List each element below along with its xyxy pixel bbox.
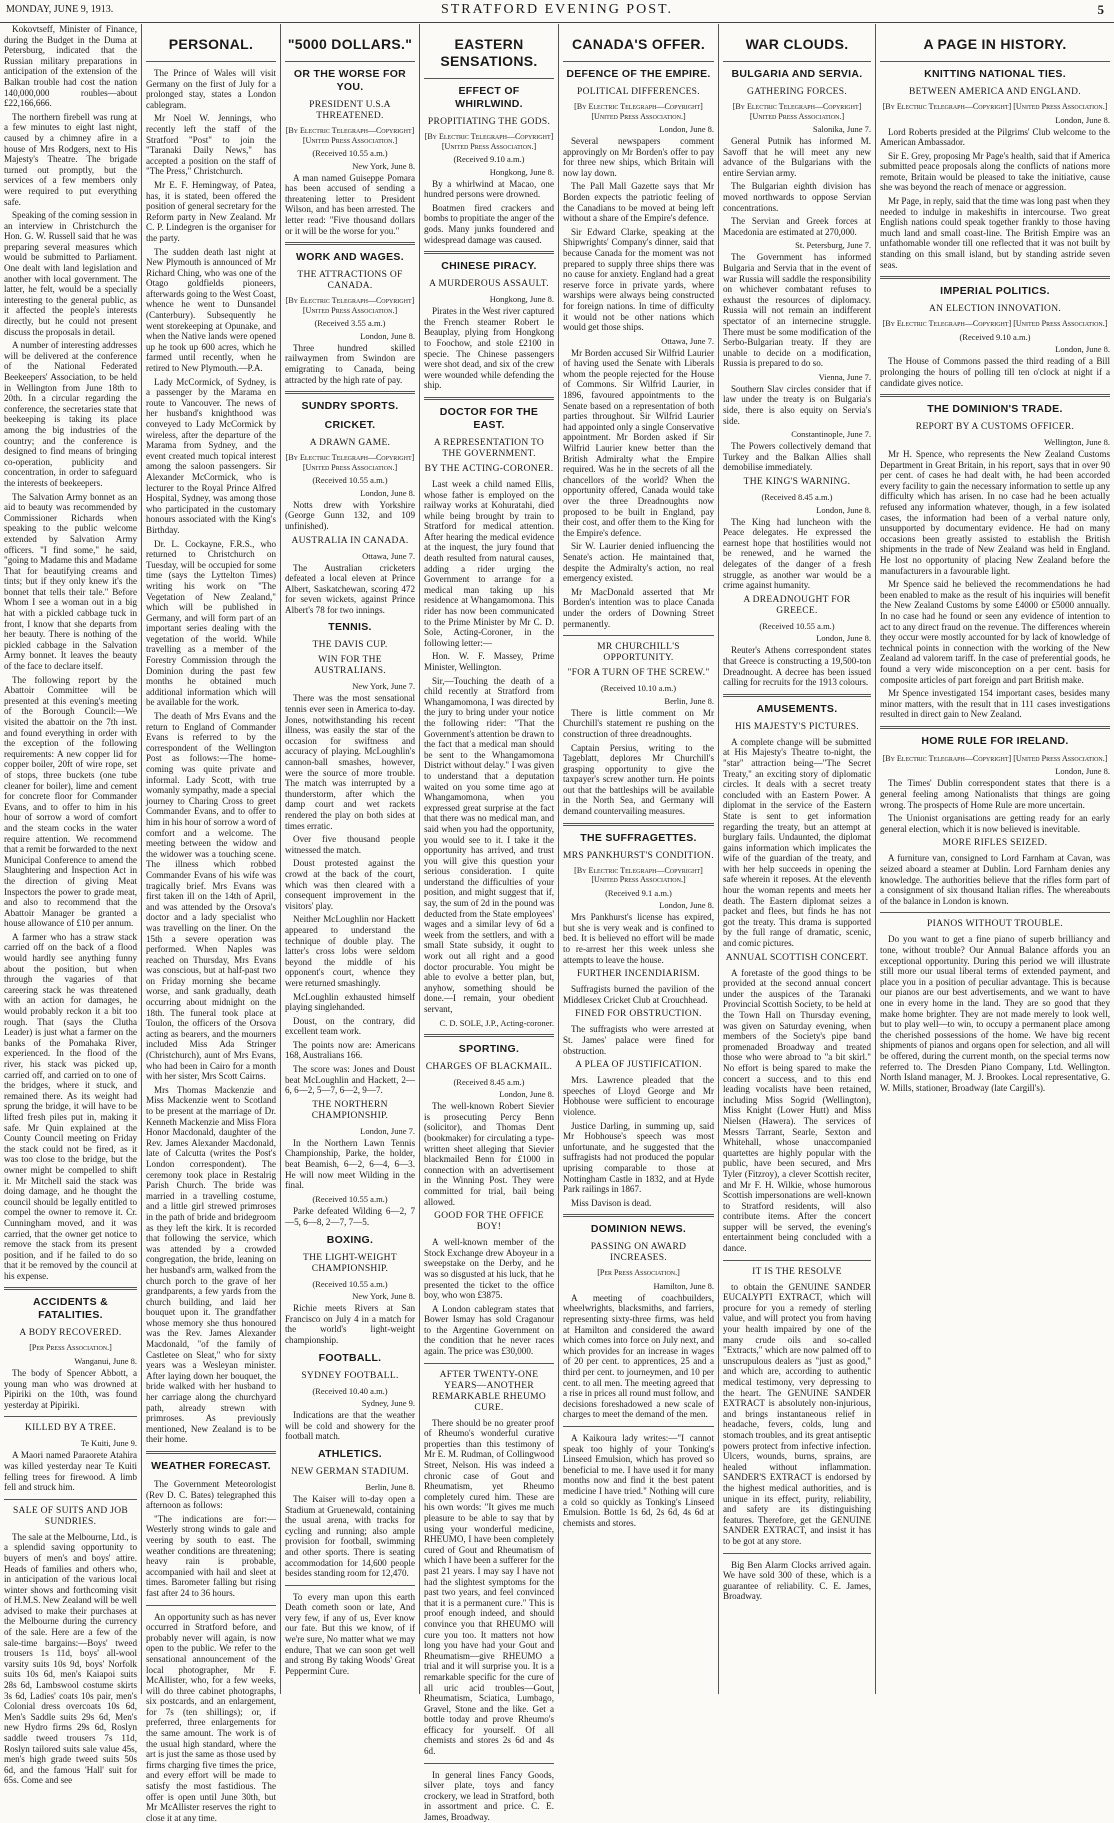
- article-paragraph: Over five thousand people witnessed the match.: [285, 834, 415, 855]
- dateline: London, June 7.: [360, 1125, 415, 1136]
- dateline: London, June 8.: [816, 633, 871, 644]
- dateline-source: [By Electric Telegraph—Copyright] [United Press Association.]: [882, 319, 1108, 329]
- article-subheadline: A REPRESENTATION TO THE GOVERNMENT.: [433, 437, 545, 459]
- divider: [424, 251, 554, 254]
- article-subheadline: MR CHURCHILL'S OPPORTUNITY.: [597, 642, 680, 664]
- column-7: [876, 24, 1114, 1694]
- article-subheadline: A DRAWN GAME.: [309, 438, 391, 449]
- advertisement-text: to obtain the GENUINE SANDER EUCALYPTI EXTRACT, which will procure for you a remedy of sterling value, and will protect you from having your health impaired by one of the many crude oils and so-called "Extracts," which are now palmed off to unscrupulous dealers as "just as good," and which are, according to authentic medical testimony, very depressing to the heart. The GENUINE SANDER EXTRACT is absolutely non-injurious, and brings instantaneous relief in headache, fevers, colds, lung and stomach troubles, and its great antiseptic powers protect from infective infection. Ulcers, wounds, burns, sprains, are healed without inflammation. SANDER'S EXTRACT is endorsed by the highest medical authorities, and is unique in its effect, purity, reliability, and safety are its distinguishing features. Therefore, get the GENUINE SANDER EXTRACT, and insist it has to be got at any store.: [723, 1281, 871, 1546]
- article-paragraph: Hon. W. F. Massey, Prime Minister, Wellington.: [424, 651, 554, 672]
- sport-heading: ATHLETICS.: [317, 1447, 383, 1460]
- divider: [285, 1585, 415, 1586]
- advertisement-text: Do you want to get a fine piano of superb brilliancy and tone, without trouble? Our Annual Balance affords you an exceptional opportunity. During this period we will illustrate still more our usual liberal terms of extended payment, and place you in a position of peculiar advantage. This is because our pianos are our best advertisements, and we want to have one in every home in the land. They are so good that they make home brighter. They are not made merely to look well, but to play well—to win, to occupy a permanent place among the cherished possessions of the home. We have big recent shipments of pianos and organs open for selection, and all will be offered, during the current month, on the special terms now referred to. The Dresden Piano Company, Ltd. Wellington. North Island manager, M. J. Brookes. Local representative, G. W. Mills, stationer, Broadway (late Cargill's).: [880, 934, 1110, 1093]
- article-subheadline: CHARGES OF BLACKMAIL.: [425, 1061, 553, 1072]
- column-5: [559, 24, 719, 1694]
- divider: [563, 61, 714, 62]
- received-time: (Received 10.55 a.m.): [312, 1278, 388, 1289]
- dateline: Vienna, June 7.: [818, 371, 871, 382]
- article-paragraph: Mr Page, in reply, said that the time was long past when they needed to indulge in makeshifts in intercourse. Two great English nations could speak together frankly to those having much land and small coast-line. The British Empire was an unfathomable wonder till one reflected that it was not built by standing on this small island, but by standing astride seven seas.: [880, 196, 1110, 270]
- dateline: London, June 8.: [499, 1089, 554, 1100]
- dateline: St. Petersburg, June 7.: [795, 240, 871, 251]
- received-time: (Received 10.55 a.m.): [312, 1193, 388, 1204]
- article-subheadline: SYDNEY FOOTBALL.: [301, 1370, 399, 1381]
- article-paragraph: An opportunity such as has never occurred in Stratford before, and probably never will again, is now open to the public. We refer to the sensational announcement of the local photographer, Mr F. McAllister, who, for a few weeks, will do three cabinet photographs, six postcards, and an enlargement, for 7s (ten shillings); or, if preferred, three enlargements for the same amount. The work is of the usual high standard, where the art is just the same as those used by firms charging five times the price, and every effort will be made to satisfy the most fastidious. The offer is open until June 30th, but Mr McAllister reserves the right to close it at any time.: [146, 1611, 276, 1823]
- masthead: [0, 0, 1114, 23]
- dateline: London, June 8.: [1055, 114, 1110, 125]
- article-paragraph: Parke defeated Wilding 6—2, 7—5, 6—8, 2—7, 7—5.: [285, 1206, 415, 1227]
- sport-heading: FOOTBALL.: [318, 1351, 382, 1364]
- article-paragraph: The Bulgarian eighth division has moved northwards to oppose Servian concentrations.: [723, 181, 871, 213]
- article-paragraph: A well-known member of the Stock Exchange drew Aboyeur in a sweepstake on the Derby, and he was so disgusted at his luck, that he presented the ticket to the office boy, who won £3875.: [424, 1237, 554, 1301]
- article-subheadline: A PLEA OF JUSTIFICATION.: [575, 1060, 702, 1071]
- advertisement-headline: IT IS THE RESOLVE: [752, 1266, 842, 1277]
- dateline: Berlin, June 8.: [365, 1481, 415, 1492]
- article-paragraph: A farmer who has a straw stack carried off on the back of a flood would hardly see anything funny about the position, but when through the vagaries of that careering stack he was threatened with an action for damages, he would probably reckon it a bit too rough. That (says the Clutha Leader) is just what a farmer on the banks of the Pomahaka River, experienced. In the flood of the river, his stack was picked up, carried off, and carried on to one of the bridges, where it stuck, and remained there. As its weight had sprung the bridge, it will have to be lifted fresh piles put in, making it safe. Mr Quin explained at the County Council meeting on Friday the stack could not be fired, as it was too close to the bridge, but the owner might be compelled to shift it. Mr Mitchell said the stack was doing damage, and he thought the council should be legally entitled to compel the owner to remove it. Cr. Cunningham moved, and it was carried, that the owner get notice to remove the stack from its present position, and if he failed to do so that it be removed by the council at his expense.: [4, 931, 137, 1281]
- dateline: New York, June 7.: [352, 681, 415, 692]
- dateline: Te Kuiti, June 9.: [80, 1438, 137, 1449]
- article-paragraph: The Pall Mall Gazette says that Mr Borden expects the patriotic feeling of the Canadians to be moved at being left without a share of the Empire's defence.: [563, 181, 714, 224]
- dateline-source: [By Electric Telegraph—Copyright] [United Press Association.]: [732, 102, 862, 121]
- article-paragraph: The body of Spencer Abbott, a young man who was drowned at Pipiriki on the 10th, was found yesterday at Pipiriki.: [4, 1367, 137, 1410]
- article-paragraph: A man named Guiseppe Pomara has been accused of sending a threatening letter to President Wilson, and has been arrested. The letter read: "Five thousand dollars or it will be the worse for you.": [285, 172, 415, 236]
- divider: [146, 1451, 276, 1454]
- article-paragraph: Pirates in the West river captured the French steamer Robert le Beauplay, plying from Hongkong to Foochow, and stole £2100 in specie. The Chinese passengers were shot dead, and six of the crew were wounded while defending the ship.: [424, 306, 554, 391]
- dateline: London, June 8.: [360, 487, 415, 498]
- article-paragraph: Mrs Thomas Mackenzie and Miss Mackenzie went to Scotland to be present at the marriage of Dr. Kenneth Mackenzie and Miss Flora Honor Macdonald, daughter of the Rev. James Alexander Macdonald, late of Calcutta (writes the Post's London correspondent). The ceremony took place in Restalrig Parish Church. The bride was married in a travelling costume, and a little girl strewed primroses in the path of bride and bridegroom as they left the kirk. It is recorded that following the service, which was attended by a crowded congregation, the bride, leaning on her husband's arm, walked from the church porch to the grave of her grandparents, a few yards from the church building, and laid her bouquet upon it. The grandfather whose memory she thus honoured was the Rev. James Alexander Macdonald, "of the family of Castletee on Sleat," who for sixty years was a Wesleyan minister. After laying down her bouquet, the bride walked with her husband to her carriage along the churchyard path, already strewn with primroses. As previously mentioned, New Zealand is to be their home.: [146, 1084, 276, 1445]
- section-heading: DOCTOR FOR THE EAST.: [439, 405, 539, 431]
- article-paragraph: A complete change will be submitted at His Majesty's Theatre to-night, the "star" attraction being—"The Secret Treaty," an exciting story of diplomatic circles. It deals with a secret treaty concluded with an Eastern Power. A diplomat in the service of the Eastern State is sent to get information regarding the treaty, but an attempt at burglary fails. Undaunted, the diplomat gains information which implicates the wife of the guardian of the treaty, and with her help succeeds in opening the safe wherein it reposes. At the eleventh hour the woman repents and meets her death. The Eastern diplomat seizes a packet and flees, but finds he has not got the treaty. This drama is supported by the full range of dramatic, scenic, and comic pictures.: [723, 736, 871, 949]
- article-paragraph: "The indications are for:—Westerly strong winds to gale and veering by south to east. The weather conditions are threatening; heavy rain is probable, accompanied with hail and sleet at times. Barometer falling but rising fast after 24 to 36 hours.: [146, 1513, 276, 1598]
- received-time: (Received 9.10 a.m.): [959, 331, 1031, 342]
- dateline: Salonika, June 7.: [812, 124, 871, 134]
- dateline: Constantinople, June 7.: [791, 429, 871, 440]
- dateline-source: [By Electric Telegraph—Copyright] [United Press Association.]: [882, 753, 1108, 763]
- article-subheadline: PASSING ON AWARD INCREASES.: [590, 1242, 687, 1264]
- divider: [563, 635, 714, 636]
- signature: C. D. SOLE, J.P., Acting-coroner.: [439, 1017, 554, 1028]
- dateline: Ottawa, June 7.: [661, 335, 714, 346]
- masthead-title: STRATFORD EVENING POST.: [440, 2, 674, 17]
- section-heading: PERSONAL.: [168, 36, 254, 52]
- divider: [4, 1287, 137, 1290]
- article-paragraph: The points now are: Americans 168, Australians 166.: [285, 1039, 415, 1061]
- column-2: [142, 24, 281, 1823]
- article-paragraph: The House of Commons passed the third reading of a Bill prolonging the hours of polling till ten o'clock at night if a candidate gives notice.: [880, 356, 1110, 388]
- article-paragraph: The sudden death last night at New Plymouth is announced of Mr Richard Ching, who was one of the Otago goldfields pioneers, afterwards going to the West Coast, whence he went to Dunsandel (Canterbury). Subsequently he went storekeeping at Opunake, and when the Native lands were opened up he took up 600 acres, which he farmed until recently, when he retired to New Plymouth.—P.A.: [146, 246, 276, 374]
- advertisement-headline: PIANOS WITHOUT TROUBLE.: [927, 919, 1063, 930]
- article-headline: OR THE WORSE FOR YOU.: [293, 68, 407, 93]
- section-heading: WEATHER FORECAST.: [151, 1460, 271, 1472]
- masthead-date: MONDAY, JUNE 9, 1913.: [6, 4, 114, 15]
- article-subheadline: BY THE ACTING-CORONER.: [424, 463, 554, 474]
- sport-heading: CRICKET.: [324, 419, 376, 432]
- dateline: Hongkong, June 8.: [489, 294, 554, 305]
- article-paragraph: The Powers collectively demand that Turkey and the Balkan Allies shall demobilise immediately.: [723, 441, 871, 473]
- article-paragraph: A meeting of coachbuilders, wheelwrights, blacksmiths, and farriers, representing sixty-three firms, was held at Hamilton and considered the award which comes into force on July next, and which provides for an increase in wages of 20 per cent. to apprentices, 25 and a third per cent. to journeymen, and 10 per cent. to all men. The meeting agreed that a rise in prices all round must follow, and decisions foreshadowed a new scale of charges to meet the demand of the men.: [563, 1292, 714, 1420]
- article-subheadline: NEW GERMAN STADIUM.: [291, 1466, 409, 1477]
- dateline-source: [By Electric Telegraph—Copyright] [United Press Association.]: [285, 453, 415, 472]
- article-paragraph: By a whirlwind at Macao, one hundred persons were drowned.: [424, 178, 554, 200]
- article-subheadline: REPORT BY A CUSTOMS OFFICER.: [915, 422, 1075, 433]
- article-paragraph: Justice Darling, in summing up, said Mr Hobhouse's speech was most unfortunate, and he suggested that the suffragists had not produced the popular uprising comparable to those at Nottingham Castle in 1832, and at Hyde Park railings in 1867.: [563, 1120, 714, 1195]
- article-subheadline: A MURDEROUS ASSAULT.: [429, 279, 549, 290]
- article-paragraph: Suffragists burned the pavilion of the Middlesex Cricket Club at Crouchhead.: [563, 984, 714, 1005]
- columns: [0, 24, 1114, 1823]
- article-subheadline: THE ATTRACTIONS OF CANADA.: [297, 270, 403, 292]
- received-time: (Received 9.1 a.m.): [605, 887, 672, 898]
- article-paragraph: Notts drew with Yorkshire (George Gunn 132, and 109 unfinished).: [285, 499, 415, 531]
- received-time: (Received 3.55 a.m.): [314, 318, 386, 329]
- dateline-source: [Per Press Association.]: [597, 1268, 680, 1278]
- article-subheadline: THE KING'S WARNING.: [743, 477, 851, 488]
- divider: [146, 1605, 276, 1606]
- divider: [285, 242, 415, 245]
- dateline-source: [By Electric Telegraph—Copyright] [United Press Association.]: [285, 126, 415, 145]
- section-heading: EASTERN SENSATIONS.: [440, 36, 538, 69]
- divider: [880, 394, 1110, 397]
- article-paragraph: The Government has informed Bulgaria and Servia that in the event of war Russia will saddle the responsibility on whichever combatant refuses to exhaust the resources of diplomacy. Russia will not remain an indifferent spectator of an internecine struggle. There must be some modification of the Serbo-Bulgarian treaty. If they are unable to decide on a modification, Russia is prepared to do so.: [723, 252, 871, 369]
- dateline: Hamilton, June 8.: [653, 1280, 714, 1291]
- received-time: (Received 10.55 a.m.): [312, 148, 388, 158]
- advertisement-headline: AFTER TWENTY-ONE YEARS—ANOTHER REMARKABLE RHEUMO CURE.: [431, 1369, 547, 1413]
- article-subheadline: ANNUAL SCOTTISH CONCERT.: [725, 952, 869, 963]
- advertisement-text: A Kaikoura lady writes:—"I cannot speak too highly of your Tonking's Linseed Emulsion, which has proved so beneficial to me. I have used it for many months now and find it the best patent medicine I have tried." Nothing will cure a cold so quickly as Tonking's Linseed Emulsion. Bottle 1s 6d, 2s 6d, 4s 6d at chemists and stores.: [563, 1432, 714, 1528]
- dateline-source: [By Electric Telegraph—Copyright] [United Press Association.]: [574, 102, 703, 121]
- dateline: London, June 8.: [659, 900, 714, 911]
- article-paragraph: Three hundred skilled railwaymen from Swindon are emigrating to Canada, being attracted by the high rate of pay.: [285, 342, 415, 385]
- divider: [424, 1763, 554, 1764]
- article-paragraph: The sale at the Melbourne, Ltd., is a splendid saving opportunity to buyers of men's and boys' attire. Heads of families and others who, in anticipation of the various local winter shows and forthcoming visit of H.M.S. New Zealand will be well advised to make their purchases at the Melbourne during the currency of the sale. Here are a few of the sale-time bargains:—Boys' tweed trousers 1s 11d, boys' all-wool varsity suits 10s 9d, boys' Norfolk suits 10s 6d, men's Kaiapoi suits 28s 6d, Lambswool costume skirts 3s 6d, Ladies' coats 10s pair, men's Colonial dress overcoats 10s 6d, Men's Saddle suits 29s 6d, Men's new Hydro firms 29s 6d, Roslyn saddle tweed trousers 7s 11d, Roslyn tailored suits sale value 45s, men's high grade tweed suits 50s 6d, and the famous 'Hall' suit for 65s. Come and see: [4, 1531, 138, 1786]
- dateline-source: [Per Press Association.]: [29, 1343, 112, 1353]
- section-heading: DOMINION NEWS.: [590, 1223, 687, 1236]
- article-subheadline: FURTHER INCENDIARISM.: [577, 969, 700, 980]
- divider: [563, 1426, 714, 1427]
- article-subheadline: "FOR A TURN OF THE SCREW.": [567, 668, 710, 679]
- advertisement-text: Big Ben Alarm Clocks arrived again. We have sold 300 of these, which is a guarantee of reliability. C. E. James, Broadway.: [723, 1559, 871, 1602]
- article-headline: EFFECT OF WHIRLWIND.: [455, 85, 523, 110]
- article-paragraph: In the Northern Lawn Tennis Championship, Parke, the holder, beat Beamish, 6—2, 6—4, 6—3. He will now meet Wilding in the final.: [285, 1137, 415, 1191]
- received-time: (Received 10.10 a.m.): [600, 683, 677, 694]
- section-heading: THE SUFFRAGETTES.: [580, 831, 697, 844]
- advertisement-text: There should be no greater proof of Rheumo's wonderful curative properties than this testimony of Mr E. M. Rudman, of Collingwood Street, Nelson. His was indeed a chronic case of Gout and Rheumatism, yet Rheumo completely cured him. These are his own words: "It gives me much pleasure to be able to say that by using your wonderful medicine, RHEUMO, I have been completely cured of Gout and Rheumatism of which I have been a sufferer for the past 21 years. I may say I have not had the slightest symptoms for the past two years, and feel convinced that it is a permanent cure." This is proof enough indeed, and should convince you that RHEUMO will cure you too. It matters not how long you have had your Gout and Rheumatism—give RHEUMO a trial and it will surprise you. It is a remarkable specific for the cure of all uric acid troubles—Gout, Rheumatism, Sciatica, Lumbago, Gravel, Stone and the like. Get a bottle today and prove Rheumo's efficacy for yourself. Of all chemists and stores 2s 6d and 4s 6d.: [424, 1417, 554, 1757]
- article-paragraph: Sir E. Grey, proposing Mr Page's health, said that if America submitted peace proposals along the conflicts of nations more remote, Britain would be pleased to take the initiative, cause she was beyond the reach of menace or aggression.: [880, 150, 1110, 193]
- article-headline: BULGARIA AND SERVIA.: [731, 68, 863, 80]
- column-1: [0, 24, 142, 1786]
- divider: [723, 694, 871, 697]
- article-paragraph: Doust protested against the crowd at the back of the court, which was then cleared with a consequent improvement in the visitors' play.: [285, 858, 415, 911]
- article-paragraph: Mrs. Lawrence pleaded that the speeches of Lloyd George and Mr Hobhouse were sufficient to encourage violence.: [563, 1075, 714, 1117]
- article-paragraph: The King had luncheon with the Peace delegates. He expressed the earnest hope that hostilities would not be renewed, and he warned the delegates of the danger of a fresh struggle, as another war would be a crime against humanity.: [723, 516, 871, 591]
- received-time: (Received 9.10 a.m.): [453, 154, 525, 164]
- divider: [146, 61, 276, 62]
- sport-heading: BOXING.: [326, 1233, 374, 1246]
- dateline: Hongkong, June 8.: [489, 166, 554, 177]
- received-time: (Received 10.40 a.m.): [312, 1385, 388, 1396]
- sport-heading: TENNIS.: [328, 621, 372, 634]
- divider: [563, 823, 714, 826]
- section-heading: "5000 DOLLARS.": [287, 36, 413, 52]
- column-6: [719, 24, 876, 1694]
- article-subheadline: HIS MAJESTY'S PICTURES.: [735, 721, 859, 732]
- dateline-source: [By Electric Telegraph—Copyright] [United Press Association.]: [882, 102, 1108, 111]
- article-paragraph: Several newspapers comment approvingly on Mr Borden's offer to pay for three new ships, which Britain will now lay down.: [563, 136, 714, 178]
- section-heading: A PAGE IN HISTORY.: [923, 36, 1067, 52]
- article-subheadline: WIN FOR THE AUSTRALIANS.: [314, 655, 386, 677]
- article-paragraph: The following report by the Abattoir Committee will be presented at this evening's meeting of the Borough Council:—We visited the abattoir on the 7th inst. and found everything in order with the exception of the following requirements: A new copper lid for copper boiler, 20ft of wire rope, set of stops, three buckets (one tube cleaner for boiler), lime and cement for concrete floor for Commander Evans, and to offer to him in his hour of sorrow a word of comfort and the steam cocks in the water require attention. We recommend that a remit be forwarded to the next Municipal Conference to amend the Slaughtering and Inspection Act in the direction of giving Meat Inspectors the power to grade meat, and also to recommend that the Abattoir Manager be granted a house allowance of £10 per annum.: [4, 674, 137, 929]
- article-paragraph: The suffragists who were arrested at St. James' palace were fined for obstruction.: [563, 1024, 714, 1056]
- article-subheadline: THE LIGHT-WEIGHT CHAMPIONSHIP.: [303, 1252, 397, 1274]
- dateline: Wanganui, June 8.: [74, 1355, 137, 1366]
- article-paragraph: Mr Borden accused Sir Wilfrid Laurier of having used the Senate with Liberals whom the people rejected for the House of Commons. Sir Wilfrid Laurier, in 1896, favoured appointments to the Senate based on a representation of both parties throughout. Sir Wilfrid Laurier had appointed only a single Conservative appointment. Mr Borden asked if Sir Wilfrid Laurier knew better than the British Admiralty what the Empire required. Was he in the secrets of all the chancellors of the world? When the opportunity offered, Canada would take over the three Dreadnoughts now proposed to be built in England, pay their cost, and offer them to the King for the Empire's defence.: [563, 347, 714, 538]
- article-paragraph: There was the most sensational tennis ever seen in America to-day. Jones, notwithstanding his recent illness, was easily the star of the occasion for swiftness and accuracy of playing. McLoughlin's cannon-ball smashes, however, were the source of more trouble. The match was interrupted by a thunderstorm, after which the damp court and wet rackets rendered the play on both sides at times erratic.: [285, 693, 415, 831]
- article-subheadline: GOOD FOR THE OFFICE BOY!: [434, 1211, 544, 1233]
- article-subheadline: FINED FOR OBSTRUCTION.: [575, 1009, 702, 1020]
- divider: [880, 276, 1110, 279]
- dateline: New York, June 8.: [352, 1291, 415, 1302]
- section-heading: HOME RULE FOR IRELAND.: [921, 734, 1069, 747]
- section-heading: CHINESE PIRACY.: [441, 260, 537, 273]
- article-paragraph: Neither McLoughlin nor Hackett appeared to understand the technique of double play. The latter's cross lobs were seldom beyond the middle of his opponent's court, whence they were returned smashingly.: [285, 914, 415, 988]
- dateline: London, June 8.: [659, 124, 714, 134]
- article-paragraph: Mr MacDonald asserted that Mr Borden's intention was to place Canada under the orders of Downing Street permanently.: [563, 586, 714, 629]
- divider: [880, 912, 1110, 913]
- article-paragraph: Captain Persius, writing to the Tageblatt, deplores Mr Churchill's grasping opportunity to give the taxpayer's screw another turn. He points out that the battleships will be available in the North Sea, and Germany will demand countervailing measures.: [563, 742, 714, 817]
- dateline-source: [By Electric Telegraph—Copyright] [United Press Association.]: [574, 865, 703, 885]
- article-headline: DEFENCE OF THE EMPIRE.: [566, 68, 711, 80]
- received-time: (Received 8.45 a.m.): [453, 1076, 525, 1087]
- divider: [4, 1416, 137, 1417]
- received-time: (Received 8.45 a.m.): [761, 492, 833, 503]
- article-paragraph: A furniture van, consigned to Lord Farnham at Cavan, was seized aboard a steamer at Dublin. Lord Farnham denies any knowledge. The authorities believe that the rifles form part of a consignment of six thousand Italian rifles. The whereabouts of the balance in London is known.: [880, 853, 1110, 906]
- article-subheadline: THE DAVIS CUP.: [312, 640, 388, 651]
- dateline: Sydney, June 9.: [361, 1398, 415, 1409]
- article-paragraph: Lord Roberts presided at the Pilgrims' Club welcome to the American Ambassador.: [880, 126, 1110, 148]
- article-headline: A BODY RECOVERED.: [19, 1328, 122, 1339]
- article-paragraph: The Unionist organisations are getting ready for an early general election, which it is now believed is inevitable.: [880, 813, 1110, 834]
- divider: [880, 726, 1110, 729]
- article-paragraph: Sir Edward Clarke, speaking at the Shipwrights' Company's dinner, said that because Canada for the moment was not prepared to supply three ships there was no cause for anxiety. England had a great reserve force in private yards, where warships were always being constructed for foreign nations. In time of difficulty it would not be other nations which would get those ships.: [563, 226, 714, 333]
- article-headline: SALE OF SUITS AND JOB SUNDRIES.: [12, 1505, 129, 1527]
- article-paragraph: Last week a child named Ellis, whose father is employed on the railway works at Kohuratahi, died while being brought by train to Stratford for medical attention. After hearing the medical evidence at the inquest, the jury found that death resulted from natural causes, adding a rider urging the Government to arrange for a medical man taking up his residence at Whangamomona. This rider has now been communicated to the Prime Minister by Mr C. D. Sole, Acting-Coroner, in the following letter:—: [424, 478, 554, 648]
- article-paragraph: Dr. L. Cockayne, F.R.S., who returned to Christchurch on Tuesday, will be occupied for some time (says the Lyttelton Times) writing his work on "The Vegetation of New Zealand," which will be published in Germany, and will form part of an important series dealing with the vegetation of the world. While travelling as a member of the Forestry Commission through the Dominion during the past few months he obtained much additional information which will be available for the work.: [146, 538, 276, 708]
- article-paragraph: Southern Slav circles consider that if law under the treaty is on Bulgaria's side, there is also equity on Servia's side.: [723, 383, 871, 426]
- article-paragraph: Boatmen fired crackers and bombs to propitiate the anger of the gods. Many junks foundered and widespread damage was caused.: [424, 202, 554, 245]
- divider: [723, 1260, 871, 1261]
- article-paragraph: The Government Meteorologist (Rev D. C. Bates) telegraphed this afternoon as follows:: [146, 1479, 276, 1511]
- article-paragraph: Speaking of the coming session in an interview in Christchurch the Hon. G. W. Russell said that he was preparing several measures which would be submitted to Parliament. One dealt with land legislation and another with local government. The latter, he felt, would be a specially interesting to the general public, as it affected the people's interests directly, but he could not present discuss the proposals in detail.: [4, 210, 137, 337]
- article-paragraph: The Australian cricketers defeated a local eleven at Prince Albert, Saskatchewan, scoring 472 for seven wickets, against Prince Albert's 78 for two innings.: [285, 562, 415, 615]
- article-headline: KILLED BY A TREE.: [24, 1423, 117, 1434]
- article-subheadline: AUSTRALIA IN CANADA.: [291, 535, 409, 546]
- divider: [424, 1363, 554, 1364]
- divider: [424, 1034, 554, 1037]
- section-heading: SPORTING.: [458, 1042, 520, 1055]
- article-paragraph: Mrs Pankhurst's license has expired, but she is very weak and is confined to bed. It is believed no effort will be made to re-arrest her this week unless she attempts to leave the house.: [563, 912, 714, 965]
- article-paragraph: Mr E. F. Hemingway, of Patea, has, it is stated, been offered the position of general secretary for the Reform party in New Zealand. Mr C. P. Lindegren is the organiser for the party.: [146, 179, 276, 243]
- divider: [424, 397, 554, 400]
- dateline-source: [By Electric Telegraph—Copyright] [United Press Association.]: [424, 132, 554, 151]
- article-paragraph: The northern firebell was rung at a few minutes to eight last night, caused by a chimney afire in a house of Mrs Rodgers, next to His Majesty's Theatre. The brigade turned out promptly, but the services of a few members only were required to put everything safe.: [4, 111, 137, 207]
- divider: [723, 61, 871, 62]
- article-paragraph: Reuter's Athens correspondent states that Greece is constructing a 19,500-ton Dreadnought. A decree has been issued calling for recruits for the 1913 colours.: [723, 645, 871, 688]
- article-paragraph: Miss Davison is dead.: [571, 1197, 652, 1208]
- section-heading: AMUSEMENTS.: [756, 702, 838, 715]
- divider: [424, 78, 554, 79]
- section-heading: THE DOMINION'S TRADE.: [927, 403, 1063, 416]
- divider: [880, 61, 1110, 62]
- article-paragraph: The death of Mrs Evans and the return to England of Commander Evans is referred to by the correspondent of the Wellington Post as follows:—The home-coming was quite private and informal. Lady Scott, with true womanly sympathy, made a special journey to Charing Cross to greet Commander Evans, and to offer to him in his hour of sorrow a word of comfort and a welcome. The meeting between the widow and the widower was a touching scene. The illness which robbed Commander Evans of his wife was tragically brief. Mrs Evans was first taken ill on the 14th of April, and was attended by the Orsova's doctor and a lady specialist who was travelling on the liner. On the 15th a severe operation was performed. When Naples was reached on Thursday, Mrs Evans was conscious, but at half-past two on Friday morning she became worse, and sank gradually, death occurring about midnight on the 18th. The funeral took place at Toulon, the officers of the Orsova acting as bearers, and the mourners included Miss Ada Stringer (Christchurch), aunt of Mrs Evans, who had been in Cairo for a month with her sister, Mrs Scott Cairns.: [146, 711, 276, 1082]
- article-paragraph: Mr Spence investigated 154 important cases, besides many minor matters, with the result that in 111 cases investigations resulted in direct gain to New Zealand.: [880, 688, 1110, 720]
- article-paragraph: The Times' Dublin correspondent states that there is a general feeling among Nationalists that things are going wrong. The prospects of Home Rule are more uncertain.: [880, 778, 1110, 810]
- article-paragraph: Mr H. Spence, who represents the New Zealand Customs Department in Great Britain, in his report, says that in over 90 per cent. of cases he had dealt with, he had been accorded every facility to gain the necessary information to settle up any difficulty which has arisen. In no case had he been actually refused any information whatever, though, in a few isolated cases, the information had been of a verbal nature only, unsupported by documentary evidence. He had on many occasions been greatly assisted to establish the British shipments in the trade of New Zealand was held in England. He lost no opportunity of placing New Zealand before the manufacturers in a favourable light.: [880, 449, 1110, 576]
- article-paragraph: A number of interesting addresses will be delivered at the conference of the National Federated Beekeepers' Association, to be held in Wellington from June 18th to 20th. In a circular regarding the conference, the secretaries state that beekeeping is taking its place among the big industries of the country; and the conference is designed to find means of bringing co-operation, publicity and concentration, in order to safeguard the interests of beekeepers.: [4, 340, 137, 488]
- divider: [4, 1499, 137, 1500]
- article-paragraph: Kokovtseff, Minister of Finance, during the Budget in the Duma at Petersburg, indicated that the Russian military preparations in anticipation of the extension of the Balkan trouble had cost the nation 140,000,000 roubles—about £22,166,666.: [4, 24, 137, 109]
- advertisement-text: In general lines Fancy Goods, silver plate, toys and fancy crockery, we lead in Stratford, both in assortment and price. C. E. James, Broadway.: [424, 1769, 554, 1823]
- dateline-source: [By Electric Telegraph—Copyright] [United Press Association.]: [285, 296, 415, 315]
- article-paragraph: A Maori named Paraorete Atahira was killed yesterday near Te Kuiti felling trees for firewood. A limb fell and struck him.: [4, 1450, 137, 1493]
- dateline: Ottawa, June 7.: [362, 550, 415, 561]
- article-paragraph: Richie meets Rivers at San Francisco on July 4 in a match for the world's light-weight championship.: [285, 1303, 415, 1345]
- section-heading: WORK AND WAGES.: [296, 251, 404, 264]
- section-heading: WAR CLOUDS.: [745, 36, 849, 52]
- dateline: London, June 8.: [1055, 344, 1110, 355]
- article-subheadline: BETWEEN AMERICA AND ENGLAND.: [908, 87, 1081, 97]
- article-paragraph: General Putnik has informed M. Savoff that he will meet any new advance of the Bulgarians with the entire Servian army.: [723, 136, 871, 178]
- divider: [285, 61, 415, 62]
- article-paragraph: Sir W. Laurier denied influencing the Senate's action. He maintained that, despite the Admiralty's action, no real emergency existed.: [563, 541, 714, 584]
- received-time: (Received 10.55 a.m.): [759, 620, 835, 631]
- article-subheadline: POLITICAL DIFFERENCES.: [577, 87, 700, 97]
- received-time: (Received 10.55 a.m.): [312, 475, 388, 486]
- article-paragraph: There is little comment on Mr Churchill's statement re pushing on the construction of three dreadnoughts.: [563, 707, 714, 739]
- article-subheadline: A DREADNOUGHT FOR GREECE.: [743, 594, 851, 616]
- article-paragraph: The well-known Robert Sievier is prosecuting Percy Benn (solicitor), and Thomas Dent (bookmaker) for circulating a type-written sheet alleging that Sievier blackmailed Benn for £1000 in connection with an advertisement in the Winning Post. They were committed for trial, bail being allowed.: [424, 1101, 554, 1207]
- dateline: New York, June 8.: [352, 160, 415, 171]
- article-subheadline: GATHERING FORCES.: [746, 87, 848, 97]
- dateline: Berlin, June 8.: [664, 695, 714, 706]
- article-paragraph: Mr Spence said he believed the recommendations he had been enabled to make as the result of his inquiries will benefit the New Zealand Customs by some £4000 or £5000 annually. In no case had he found or seen any evidence of intention to act to any direct fraud on the revenue. The differences wherein they occur were mostly accounted for by lack of knowledge of technical points in connection with the working of the New Zealand ad valorem tariff. In the case of preferential goods, he found a very wide misconception on a per cent. basis for composite articles of part foreign and part British make.: [880, 579, 1110, 685]
- article-paragraph: A foretaste of the good things to be provided at the second annual concert under the auspices of the Taranaki Provincial Scottish Society, to be held at the Town Hall on Thursday evening, was given on Saturday evening, when members of the Society's pipe band promenaded Broadway and treated those who were abroad to "a bit skirl." No effort is being spared to make the concert a success, and to this end leading vocalists have been retained, including Miss Sogrid (Wellington), Miss Knight (Lower Hutt) and Miss Nielsen (Hawera). The services of Messrs Tarrant, Searle, Sexton and Whitehall, whose unaccompanied quartettes are highly popular with the public, have been secured, and Mrs Tyler (Fitzroy), a clever Scottish reciter, and Mr F. H. Wilkie, whose humorous Scottish impersonations are well-known to Stratford residents, will also contribute items. After the concert supper will be served, the evening's entertainment being concluded with a dance.: [723, 967, 871, 1254]
- section-heading: IMPERIAL POLITICS.: [940, 285, 1050, 298]
- section-heading: SUNDRY SPORTS.: [301, 400, 399, 413]
- divider: [723, 1553, 871, 1554]
- page-number: 5: [1097, 2, 1104, 17]
- article-paragraph: McLoughlin exhausted himself playing singlehanded.: [285, 991, 415, 1013]
- article-paragraph: Doust, on the contrary, did excellent team work.: [285, 1015, 415, 1037]
- divider: [563, 1214, 714, 1217]
- article-subheadline: PRESIDENT U.S.A THREATENED.: [309, 100, 391, 121]
- article-paragraph: Indications are that the weather will be cold and showery for the football match.: [285, 1410, 415, 1442]
- article-paragraph: The Kaiser will to-day open a Stadium at Gruenewald, containing the usual arena, with tracks for cycling and running; also ample provision for football, swimming and other sports. There is seating accommodation for 14,600 people besides standing room for 12,470.: [285, 1493, 415, 1579]
- divider: [285, 391, 415, 394]
- article-paragraph: The Servian and Greek forces at Macedonia are estimated at 270,000.: [723, 216, 871, 237]
- article-paragraph: The Salvation Army bonnet as an aid to beauty was recommended by Commissioner Richards when speaking to the public welcome extended by Salvation Army officers. "I find some," he said, "going to Madame this and Madame That for beautifying creams and tints; but if they only knew it's the bonnet that tells their tale." Before Whom I see a woman out in a big hat with a pickled cabbage tuck in front, I know that she departs from her beauty. There is nothing of the pickled cabbage in the Salvation Army bonnet. It leaves the beauty of the face to declare itself.: [4, 491, 137, 672]
- section-heading: ACCIDENTS & FATALITIES.: [32, 1296, 109, 1322]
- column-3: [281, 24, 420, 1694]
- article-subheadline: PROPITIATING THE GODS.: [427, 117, 551, 127]
- article-paragraph: A London cablegram states that Bower Ismay has sold Craganour to the Argentine Government on the condition that he never races again. The price was £30,000.: [424, 1303, 554, 1357]
- article-paragraph: Sir,—Touching the death of a child recently at Stratford from Whangamomona, I was directed by the jury to bring under your notice the following rider: "That the Government's attention be drawn to the fact that a medical man should be sent to the Whangamomona District without delay." I was given to understand that a deputation waited on you some time ago at Whangamomona, when you expressed great surprise at the fact that there was no medical man, and said when you had the opportunity, you would see to it. I take it the opportunity has arrived, and trust you will give this question your serious consideration. I quite understand the difficulties of your position, and might suggest that if, say, the sum of 2d in the pound was deducted from the State employees' wages and a similar levy of 6d a week from the settlers, and with a small State subsidy, it ought to work out all right and a good doctor procurable. You might be able to evolve a better plan, but, anyhow, something should be done.—I remain, your obedient servant,: [424, 675, 554, 1014]
- article-headline: KNITTING NATIONAL TIES.: [924, 68, 1066, 80]
- article-paragraph: Mr Noel W. Jennings, who recently left the staff of the Stratford "Post" to join the "Taranaki Daily News," has accepted a position on the staff of "The Press," Christchurch.: [146, 113, 276, 177]
- article-paragraph: The Prince of Wales will visit Germany on the first of July for a prolonged stay, states a London cablegram.: [146, 68, 276, 110]
- article-subheadline: MRS PANKHURST'S CONDITION.: [563, 850, 714, 861]
- dateline: Wellington, June 8.: [1044, 437, 1110, 448]
- dateline: London, June 8.: [816, 504, 871, 515]
- section-heading: CANADA'S OFFER.: [571, 36, 706, 52]
- dateline: London, June 8.: [1055, 766, 1110, 777]
- article-paragraph: The score was: Jones and Doust beat McLoughlin and Hackett, 2—6, 6—2, 5—7, 6—2, 9—7.: [285, 1064, 415, 1096]
- article-paragraph: Lady McCormick, of Sydney, is a passenger by the Marama en route to Vancouver. The news of her husband's knighthood was conveyed to Lady McCormick by wireless, after the departure of the Marama from Sydney, and the event created much topical interest among the saloon passengers. Sir Alexander McCormick, who is lecturer to the Royal Prince Alfred Hospital, Sydney, was among those who participated in the customary honours associated with the King's Birthday.: [146, 376, 276, 535]
- advertisement-text: To every man upon this earth Death cometh soon or late, And very few, if any of us, Ever know our fate. But this we know, of if we're sure, No matter what we may endure, That we can soon get well and strong By taking Woods' Great Peppermint Cure.: [285, 1591, 415, 1676]
- dateline: London, June 8.: [360, 330, 415, 341]
- column-4: [420, 24, 559, 1823]
- article-subheadline: AN ELECTION INNOVATION.: [928, 304, 1062, 315]
- article-subheadline: THE NORTHERN CHAMPIONSHIP.: [311, 1099, 389, 1121]
- article-subheadline: MORE RIFLES SEIZED.: [942, 838, 1048, 849]
